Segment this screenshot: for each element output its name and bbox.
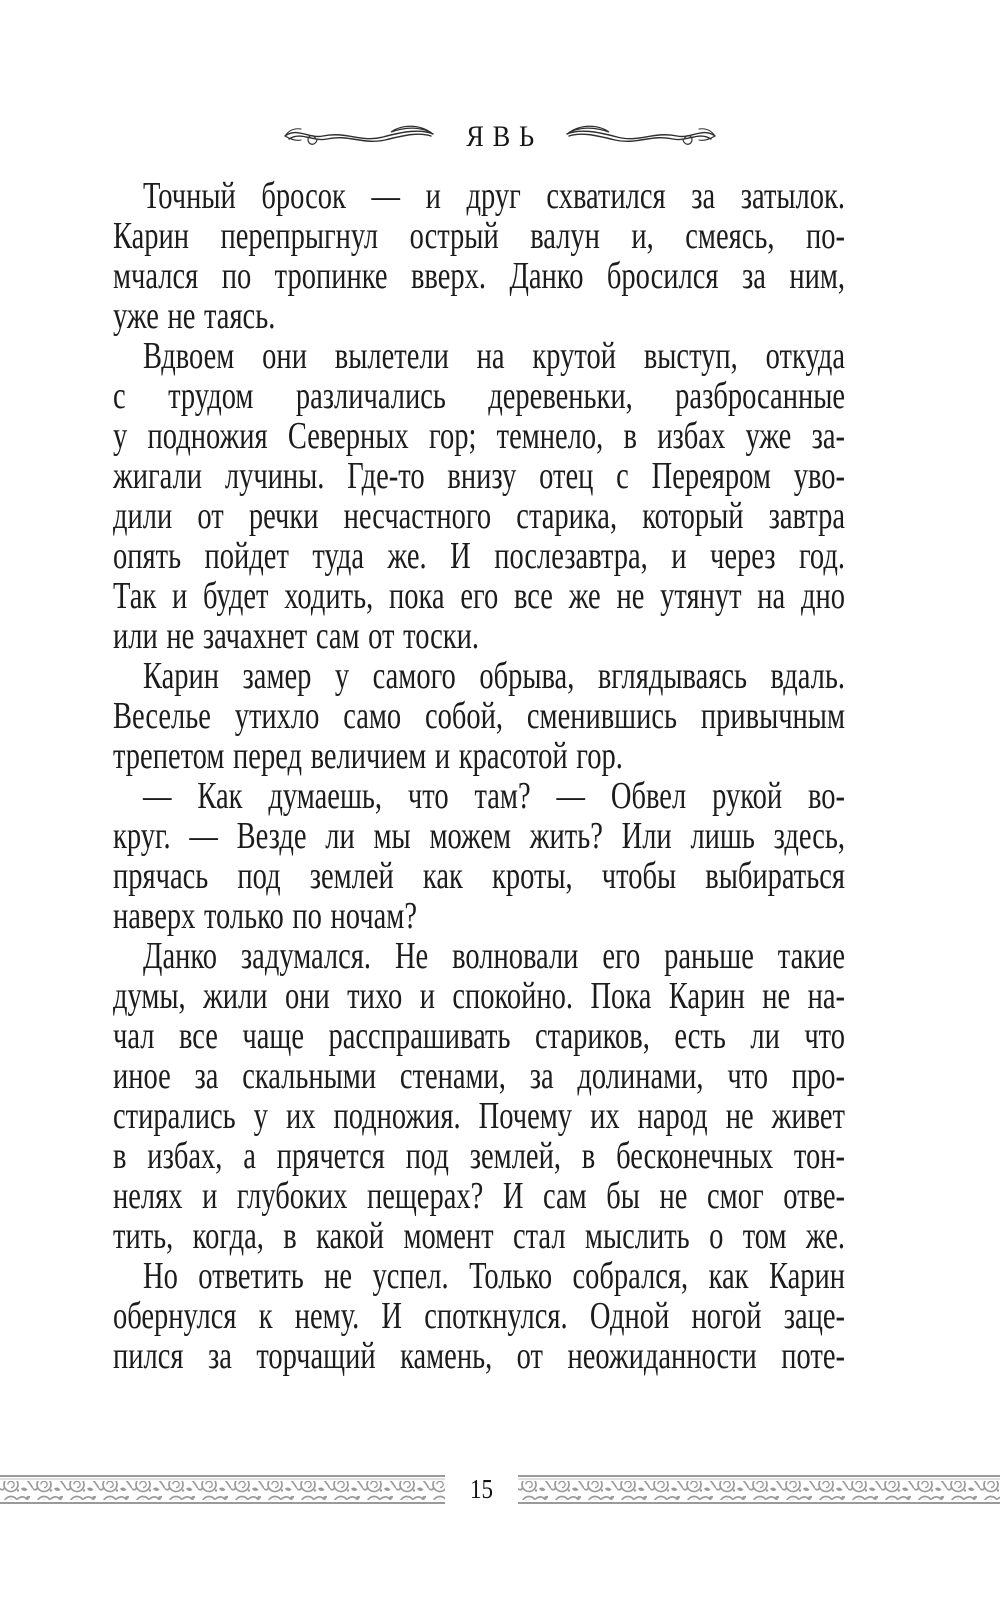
text-line: Карин замер у самого обрыва, вглядываясь вдаль. bbox=[143, 655, 845, 697]
text-line: чал все чаще расспрашивать стариков, есть ли что bbox=[113, 1015, 845, 1057]
text-line: мчался по тропинке вверх. Данко бросился за ним, bbox=[113, 255, 845, 297]
text-line: круг. — Везде ли мы можем жить? Или лишь здесь, bbox=[113, 815, 845, 857]
text-line: обернулся к нему. И споткнулся. Одной ногой заце- bbox=[113, 1295, 845, 1337]
text-line: опять пойдет туда же. И послезавтра, и через год. bbox=[113, 535, 845, 577]
text-line: Точный бросок — и друг схватился за затылок. bbox=[143, 175, 845, 217]
text-line: нелях и глубоких пещерах? И сам бы не смог отве- bbox=[113, 1175, 845, 1217]
paragraph bbox=[113, 1256, 845, 1376]
paragraph bbox=[113, 936, 845, 1256]
chapter-header bbox=[0, 114, 1000, 160]
text-line: Веселье утихло само собой, сменившись привычным bbox=[113, 695, 845, 737]
text-line: Так и будет ходить, пока его все же не утянут на дно bbox=[113, 575, 845, 617]
text-line: наверх только по ночам? bbox=[113, 895, 417, 937]
paragraph bbox=[113, 176, 845, 336]
text-line: с трудом различались деревеньки, разбросанные bbox=[113, 375, 845, 417]
text-line: трепетом перед величием и красотой гор. bbox=[113, 735, 623, 777]
text-line: Карин перепрыгнул острый валун и, смеясь, по- bbox=[113, 215, 845, 257]
text-line: прячась под землей как кроты, чтобы выбираться bbox=[113, 855, 845, 897]
text-line: дили от речки несчастного старика, который завтра bbox=[113, 495, 845, 537]
text-line: стирались у их подножия. Почему их народ не живет bbox=[113, 1095, 845, 1137]
flourish-icon bbox=[565, 119, 717, 155]
text-line: уже не таясь. bbox=[113, 295, 276, 337]
text-line: у подножия Северных гор; темнело, в избах уже за- bbox=[113, 415, 845, 457]
text-line: Но ответить не успел. Только собрался, как Карин bbox=[143, 1255, 845, 1297]
text-line: Данко задумался. Не волновали его раньше такие bbox=[143, 935, 845, 977]
page-title: ЯВЬ bbox=[466, 120, 544, 153]
text-line: иное за скальными стенами, за долинами, что про- bbox=[113, 1055, 845, 1097]
scroll-border-icon bbox=[518, 1475, 1000, 1505]
page-number: 15 bbox=[470, 1474, 493, 1504]
page-text bbox=[113, 176, 845, 1376]
text-line: — Как думаешь, что там? — Обвел рукой во- bbox=[143, 775, 845, 817]
paragraph bbox=[113, 656, 845, 776]
text-line: Вдвоем они вылетели на крутой выступ, откуда bbox=[143, 335, 845, 377]
text-line: тить, когда, в какой момент стал мыслить о том же. bbox=[113, 1215, 845, 1257]
flourish-icon bbox=[283, 119, 435, 155]
text-line: в избах, а прячется под землей, в бесконечных тон- bbox=[113, 1135, 845, 1177]
text-line: или не зачахнет сам от тоски. bbox=[113, 615, 480, 657]
scroll-border-icon bbox=[0, 1475, 445, 1505]
text-line: пился за торчащий камень, от неожиданности поте- bbox=[113, 1335, 845, 1377]
paragraph bbox=[113, 336, 845, 656]
paragraph bbox=[113, 776, 845, 936]
text-line: думы, жили они тихо и спокойно. Пока Карин не на- bbox=[113, 975, 845, 1017]
text-line: жигали лучины. Где-то внизу отец с Переяром уво- bbox=[113, 455, 845, 497]
